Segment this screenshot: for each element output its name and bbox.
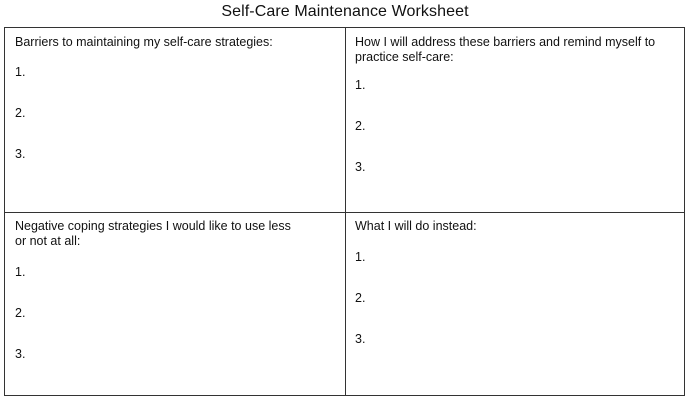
instead-prompt: What I will do instead: [355,219,477,233]
address-barriers-item-2[interactable]: 2. [355,119,366,133]
instead-cell [355,219,675,389]
barriers-item-2[interactable]: 2. [15,106,26,120]
negative-coping-prompt: Negative coping strategies I would like to use less or not at all: [15,219,291,248]
negative-coping-item-1[interactable]: 1. [15,265,26,279]
barriers-item-1[interactable]: 1. [15,65,26,79]
barriers-item-3[interactable]: 3. [15,147,26,161]
instead-item-2[interactable]: 2. [355,291,366,305]
negative-coping-item-2[interactable]: 2. [15,306,26,320]
negative-coping-cell [15,219,335,389]
worksheet-grid [4,27,685,396]
barriers-prompt: Barriers to maintaining my self-care strategies: [15,35,273,49]
barriers-cell [15,35,335,205]
address-barriers-prompt: How I will address these barriers and remind myself to practice self-care: [355,35,656,64]
worksheet-title: Self-Care Maintenance Worksheet [221,3,469,20]
horizontal-divider [5,212,684,213]
negative-coping-item-3[interactable]: 3. [15,347,26,361]
instead-item-1[interactable]: 1. [355,250,366,264]
address-barriers-cell [355,35,675,205]
address-barriers-item-3[interactable]: 3. [355,160,366,174]
instead-item-3[interactable]: 3. [355,332,366,346]
address-barriers-item-1[interactable]: 1. [355,78,366,92]
